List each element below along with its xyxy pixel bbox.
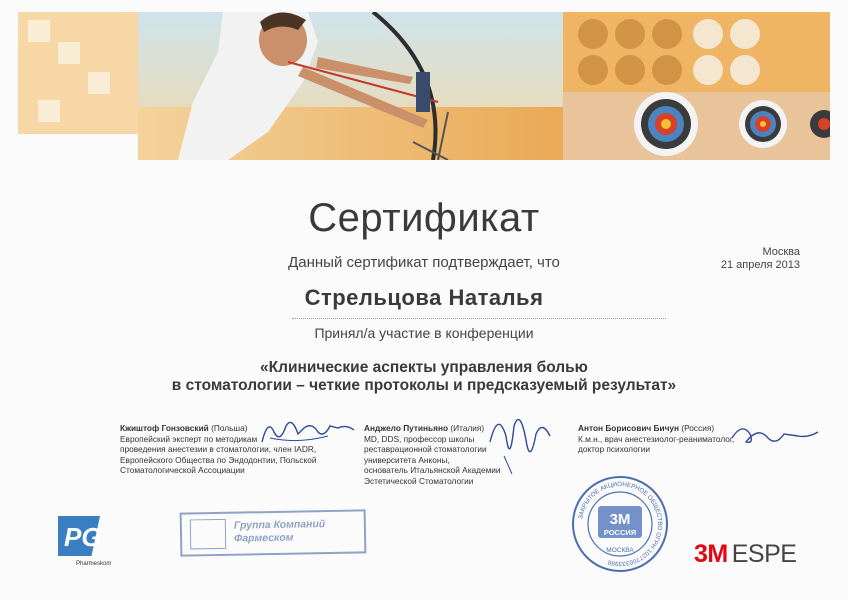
speaker-country: (Польша) xyxy=(211,423,248,433)
speaker-credential: реставрационной стоматологии xyxy=(364,444,487,455)
3m-logo-text: 3M xyxy=(694,540,728,568)
speaker-name: Антон Борисович Бичун xyxy=(578,423,680,433)
signature-1 xyxy=(258,414,358,448)
3m-espe-logo xyxy=(694,540,796,569)
round-seal-stamp xyxy=(570,474,670,574)
speaker-credential: MD, DDS, профессор школы xyxy=(364,433,475,444)
place-and-date xyxy=(721,246,800,272)
conference-title-line-1: «Клинические аспекты управления болью xyxy=(260,359,588,376)
stamp-ring-text: ЗАКРЫТОЕ АКЦИОНЕРНОЕ ОБЩЕСТВО ОГРН 1027700333988 xyxy=(577,480,664,568)
espe-logo-text: ESPE xyxy=(731,540,797,568)
stamp-text-line-1: Группа Компаний xyxy=(233,518,326,532)
stamp-emblem xyxy=(190,519,227,550)
speaker-credential: доктор психологии xyxy=(578,444,651,455)
speaker-block-3 xyxy=(578,423,734,455)
speaker-credential: Стоматологической Ассоциации xyxy=(120,465,245,476)
company-stamp xyxy=(180,509,367,556)
speaker-name: Кжиштоф Гонзовский xyxy=(120,423,209,433)
signature-3 xyxy=(728,420,820,450)
speaker-credential: Европейского Общества по Эндодонтии, Польской xyxy=(120,454,317,465)
stamp-moscow-text: МОСКВА xyxy=(606,547,634,554)
city: Москва xyxy=(762,246,800,258)
recipient-name: Стрельцова Наталья xyxy=(304,285,544,310)
speaker-credential: К.м.н., врач анестезиолог-реаниматолог, xyxy=(578,433,735,444)
pharmeskom-small-text: Pharmeskom xyxy=(76,561,112,567)
participation-text: Принял/а участие в конференции xyxy=(314,325,534,341)
speaker-credential: основатель Итальянской Академии xyxy=(364,465,501,476)
pharmeskom-mark: PG xyxy=(64,522,102,552)
pharmeskom-logo xyxy=(58,516,118,568)
conference-title-line-2: в стоматологии – четкие протоколы и предсказуемый результат» xyxy=(171,377,677,394)
speaker-country: (Италия) xyxy=(450,423,485,433)
speaker-block-2 xyxy=(364,423,501,487)
speaker-credential: проведения анестезии в стоматологии, член IADR, xyxy=(120,444,317,455)
speaker-name: Анджело Путиньяно xyxy=(364,423,449,433)
speaker-credential: Эстетической Стоматологии xyxy=(364,475,474,486)
speaker-credential: университета Анконы, xyxy=(364,454,450,465)
speaker-country: (Россия) xyxy=(681,423,715,433)
archery-banner-image xyxy=(18,12,830,160)
speaker-credential: Европейский эксперт по методикам xyxy=(120,433,258,444)
certificate-title: Сертификат xyxy=(308,196,540,240)
date: 21 апреля 2013 xyxy=(720,259,800,271)
name-underline xyxy=(292,318,666,319)
stamp-text-line-2: Фармеском xyxy=(233,531,294,545)
signature-2 xyxy=(484,406,554,478)
conference-title xyxy=(0,359,848,395)
stamp-3m-text: 3M xyxy=(609,511,631,528)
stamp-russia-text: РОССИЯ xyxy=(603,528,637,537)
certificate-subtitle: Данный сертификат подтверждает, что xyxy=(288,254,560,271)
